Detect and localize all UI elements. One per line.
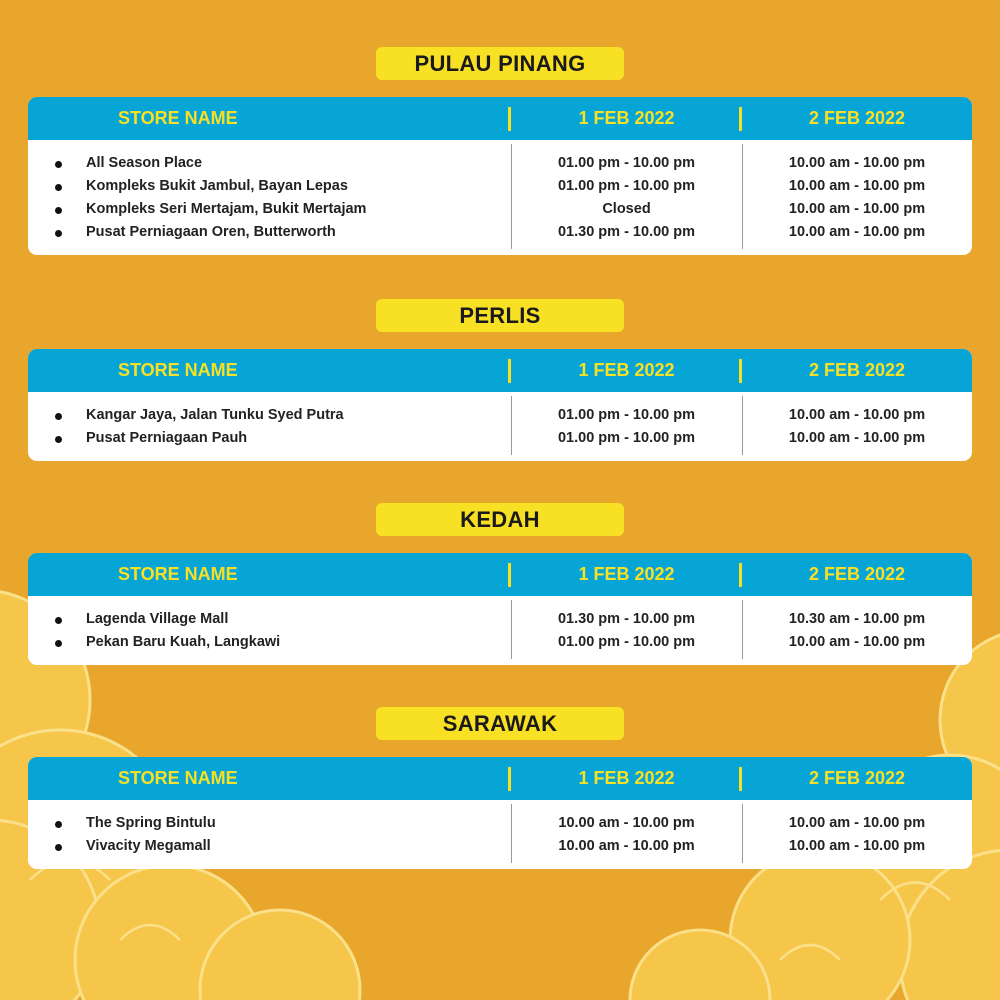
hours-date1: 01.00 pm - 10.00 pm	[557, 634, 695, 650]
table-body	[28, 596, 972, 665]
bullet-icon	[55, 413, 62, 420]
bullet-icon	[55, 821, 62, 828]
column-header-date2: 2 FEB 2022	[808, 360, 906, 380]
bullet-icon	[55, 844, 62, 851]
bullet-icon	[55, 184, 62, 191]
table-row	[28, 405, 972, 428]
hours-date1: Closed	[602, 201, 651, 217]
table-body	[28, 800, 972, 869]
bullet-icon	[55, 207, 62, 214]
table-row	[28, 176, 972, 199]
table-row	[28, 428, 972, 451]
table-body	[28, 140, 972, 255]
column-header-store: STORE NAME	[118, 564, 238, 584]
store-name: All Season Place	[86, 155, 203, 171]
hours-date2: 10.00 am - 10.00 pm	[788, 178, 926, 194]
column-header-date1: 1 FEB 2022	[578, 564, 675, 584]
hours-date2: 10.00 am - 10.00 pm	[788, 201, 926, 217]
table-header	[28, 97, 972, 140]
hours-date1: 01.00 pm - 10.00 pm	[557, 178, 695, 194]
hours-date2: 10.00 am - 10.00 pm	[788, 224, 926, 240]
state-title: KEDAH	[376, 503, 624, 536]
hours-date2: 10.00 am - 10.00 pm	[788, 430, 926, 446]
bullet-icon	[55, 161, 62, 168]
column-header-store: STORE NAME	[118, 360, 238, 380]
store-hours-card	[28, 349, 972, 461]
store-name: Lagenda Village Mall	[86, 611, 229, 627]
store-name: Pekan Baru Kuah, Langkawi	[86, 634, 281, 650]
column-header-date2: 2 FEB 2022	[808, 108, 906, 128]
store-hours-card	[28, 553, 972, 665]
table-row	[28, 813, 972, 836]
table-row	[28, 836, 972, 859]
hours-date1: 01.30 pm - 10.00 pm	[557, 224, 695, 240]
hours-date2: 10.30 am - 10.00 pm	[788, 611, 926, 627]
bullet-icon	[55, 640, 62, 647]
bullet-icon	[55, 617, 62, 624]
hours-date1: 01.00 pm - 10.00 pm	[557, 407, 695, 423]
hours-date1: 01.00 pm - 10.00 pm	[557, 155, 695, 171]
hours-date2: 10.00 am - 10.00 pm	[788, 155, 926, 171]
store-hours-card	[28, 97, 972, 255]
hours-date1: 10.00 am - 10.00 pm	[558, 838, 695, 854]
store-hours-card	[28, 757, 972, 869]
table-row	[28, 632, 972, 655]
column-header-date1: 1 FEB 2022	[578, 768, 675, 788]
hours-date2: 10.00 am - 10.00 pm	[788, 634, 926, 650]
bullet-icon	[55, 230, 62, 237]
store-name: Kompleks Bukit Jambul, Bayan Lepas	[86, 178, 348, 194]
column-header-date2: 2 FEB 2022	[808, 768, 906, 788]
hours-date1: 01.30 pm - 10.00 pm	[557, 611, 695, 627]
column-header-store: STORE NAME	[118, 108, 238, 128]
hours-date2: 10.00 am - 10.00 pm	[788, 838, 926, 854]
table-row	[28, 153, 972, 176]
store-name: Vivacity Megamall	[86, 838, 211, 854]
column-header-date2: 2 FEB 2022	[808, 564, 906, 584]
column-header-store: STORE NAME	[118, 768, 238, 788]
table-header	[28, 553, 972, 596]
table-row	[28, 609, 972, 632]
column-header-date1: 1 FEB 2022	[578, 108, 675, 128]
table-row	[28, 199, 972, 222]
hours-date1: 01.00 pm - 10.00 pm	[557, 430, 695, 446]
hours-date1: 10.00 am - 10.00 pm	[558, 815, 695, 831]
state-title: SARAWAK	[376, 707, 624, 740]
store-name: The Spring Bintulu	[86, 815, 216, 831]
bullet-icon	[55, 436, 62, 443]
state-title: PULAU PINANG	[376, 47, 624, 80]
table-header	[28, 757, 972, 800]
table-body	[28, 392, 972, 461]
hours-date2: 10.00 am - 10.00 pm	[788, 815, 926, 831]
store-name: Kangar Jaya, Jalan Tunku Syed Putra	[86, 407, 344, 423]
hours-date2: 10.00 am - 10.00 pm	[788, 407, 926, 423]
state-title: PERLIS	[376, 299, 624, 332]
store-name: Pusat Perniagaan Oren, Butterworth	[86, 224, 336, 240]
table-row	[28, 222, 972, 245]
column-header-date1: 1 FEB 2022	[578, 360, 675, 380]
store-name: Pusat Perniagaan Pauh	[86, 430, 248, 446]
table-header	[28, 349, 972, 392]
store-name: Kompleks Seri Mertajam, Bukit Mertajam	[86, 201, 367, 217]
